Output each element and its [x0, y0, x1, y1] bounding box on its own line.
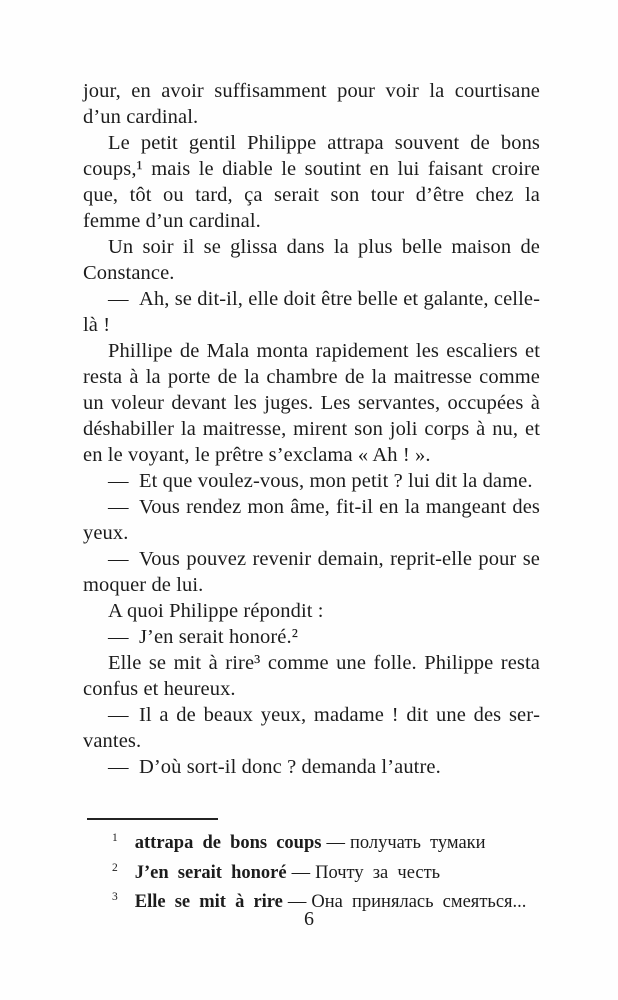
paragraph-dialogue: — Et que voulez-vous, mon petit ? lui dit la dame. — [108, 470, 533, 492]
page-number: 6 — [304, 908, 314, 930]
footnote-marker: 3 — [112, 891, 118, 904]
footnote-separator-rule — [87, 818, 218, 820]
footnote-dash: — — [287, 892, 307, 913]
paragraph: A quoi Philippe répondit : — [108, 600, 324, 622]
footnote-russian-translation: получать тумаки — [349, 833, 486, 854]
paragraph-dialogue: — Vous rendez mon âme, fit-il en la mangeant des yeux. — [83, 496, 540, 544]
footnote-dash: — — [291, 862, 311, 883]
paragraph: Elle se mit à rire³ comme une folle. Philippe resta confus et heureux. — [83, 652, 540, 700]
footnote-french-phrase: J’en serait honoré — [134, 862, 287, 883]
footnote-marker: 2 — [112, 861, 118, 874]
footnotes-section — [83, 806, 540, 915]
paragraph: Le petit gentil Philippe attrapa souvent de bons coups,¹ mais le diable le soutint en lui faisant croire que, tôt ou tard, ça serait son tour d’être chez la femme d’un cardinal. — [83, 132, 540, 232]
paragraph: Phillipe de Mala monta rapidement les escaliers et resta à la porte de la chambre de la maitresse comme un voleur devant les juges. Les servantes, occupées à déshabiller la maitresse, mirent son joli corps à nu, et en le voyant, le prêtre s’exclama « Ah ! ». — [83, 340, 540, 466]
footnote-french-phrase: attrapa de bons coups — [134, 833, 322, 854]
footnote-dash: — — [326, 833, 345, 854]
paragraph-dialogue: — J’en serait honoré.² — [108, 626, 298, 648]
book-page-text — [83, 78, 540, 780]
footnote — [83, 826, 540, 856]
paragraph: Un soir il se glissa dans la plus belle maison de Constance. — [83, 236, 540, 284]
paragraph-dialogue: — Ah, se dit-il, elle doit être belle et galante, celle-là ! — [83, 288, 540, 336]
footnote-russian-translation: Почту за честь — [315, 862, 441, 883]
paragraph: jour, en avoir suffisamment pour voir la courtisane d’un cardinal. — [83, 80, 540, 128]
paragraph-dialogue: — Vous pouvez revenir demain, reprit-elle pour se moquer de lui. — [83, 548, 540, 596]
paragraph-dialogue: — Il a de beaux yeux, madame ! dit une des servantes. — [83, 704, 540, 752]
footnote-marker: 1 — [112, 832, 118, 844]
footnote — [83, 856, 540, 886]
paragraph-dialogue: — D’où sort-il donc ? demanda l’autre. — [108, 756, 441, 778]
footnote-french-phrase: Elle se mit à rire — [134, 892, 283, 913]
footnote-russian-translation: Она принялась смеяться... — [311, 892, 527, 913]
